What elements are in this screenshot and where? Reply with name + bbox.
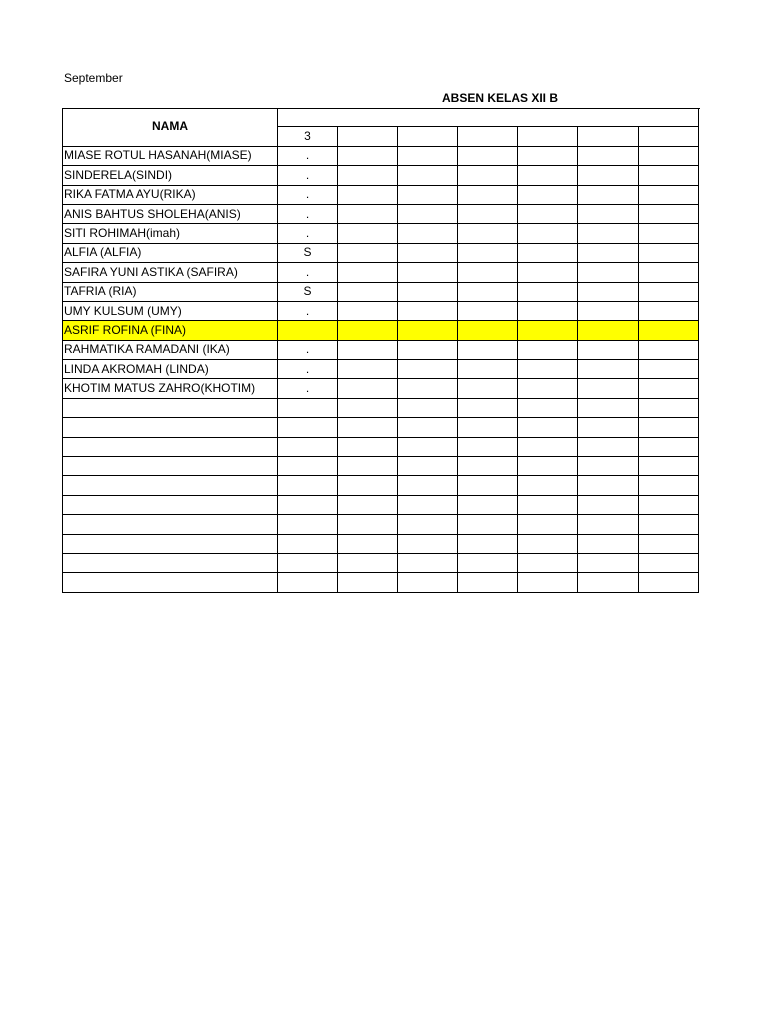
attendance-mark-cell[interactable]: [398, 398, 458, 417]
attendance-mark-cell[interactable]: [578, 340, 639, 359]
attendance-mark-cell[interactable]: [578, 263, 639, 282]
attendance-mark-cell[interactable]: [458, 495, 518, 514]
attendance-mark-cell[interactable]: [398, 437, 458, 456]
attendance-mark-cell[interactable]: [578, 573, 639, 592]
attendance-mark-cell[interactable]: [278, 437, 338, 456]
attendance-mark-cell[interactable]: [639, 166, 699, 185]
attendance-mark-cell[interactable]: [639, 204, 699, 223]
attendance-mark-cell[interactable]: [578, 166, 639, 185]
attendance-mark-cell[interactable]: [518, 457, 578, 476]
attendance-mark-cell[interactable]: [639, 437, 699, 456]
header-spacer-row: [63, 108, 699, 127]
student-row: [63, 321, 699, 340]
attendance-mark-cell[interactable]: [639, 224, 699, 243]
attendance-mark-cell[interactable]: .: [278, 360, 338, 379]
month-label: September: [64, 71, 123, 85]
student-name-cell[interactable]: [63, 573, 278, 592]
student-row: [63, 379, 699, 398]
student-row: [63, 553, 699, 572]
attendance-mark-cell[interactable]: [578, 379, 639, 398]
student-name-cell[interactable]: KHOTIM MATUS ZAHRO(KHOTIM): [63, 379, 278, 398]
attendance-mark-cell[interactable]: [398, 340, 458, 359]
student-row: [63, 457, 699, 476]
attendance-mark-cell[interactable]: [398, 553, 458, 572]
attendance-mark-cell[interactable]: [578, 224, 639, 243]
attendance-mark-cell[interactable]: [338, 379, 398, 398]
day-header-cell[interactable]: [578, 127, 639, 146]
attendance-mark-cell[interactable]: .: [278, 301, 338, 320]
attendance-mark-cell[interactable]: [518, 340, 578, 359]
attendance-mark-cell[interactable]: [578, 418, 639, 437]
attendance-mark-cell[interactable]: [398, 534, 458, 553]
attendance-mark-cell[interactable]: [458, 515, 518, 534]
attendance-mark-cell[interactable]: [338, 515, 398, 534]
attendance-mark-cell[interactable]: [578, 204, 639, 223]
attendance-mark-cell[interactable]: [338, 146, 398, 165]
attendance-mark-cell[interactable]: S: [278, 243, 338, 262]
student-name-cell[interactable]: RAHMATIKA RAMADANI (IKA): [63, 340, 278, 359]
attendance-mark-cell[interactable]: [338, 301, 398, 320]
day-header-cell[interactable]: [639, 127, 699, 146]
student-name-cell[interactable]: TAFRIA (RIA): [63, 282, 278, 301]
attendance-mark-cell[interactable]: [639, 515, 699, 534]
attendance-mark-cell[interactable]: [458, 457, 518, 476]
student-row: [63, 146, 699, 165]
attendance-mark-cell[interactable]: [458, 301, 518, 320]
attendance-mark-cell[interactable]: [338, 263, 398, 282]
student-name-cell[interactable]: LINDA AKROMAH (LINDA): [63, 360, 278, 379]
attendance-mark-cell[interactable]: [338, 224, 398, 243]
attendance-mark-cell[interactable]: [398, 185, 458, 204]
attendance-mark-cell[interactable]: [398, 476, 458, 495]
attendance-mark-cell[interactable]: [578, 243, 639, 262]
attendance-mark-cell[interactable]: .: [278, 379, 338, 398]
student-row: [63, 166, 699, 185]
attendance-mark-cell[interactable]: [518, 495, 578, 514]
student-name-cell[interactable]: SINDERELA(SINDI): [63, 166, 278, 185]
attendance-mark-cell[interactable]: [639, 398, 699, 417]
attendance-mark-cell[interactable]: [458, 321, 518, 340]
student-row: [63, 282, 699, 301]
student-row: [63, 418, 699, 437]
attendance-mark-cell[interactable]: [338, 457, 398, 476]
attendance-mark-cell[interactable]: [578, 360, 639, 379]
attendance-mark-cell[interactable]: [398, 263, 458, 282]
attendance-mark-cell[interactable]: [398, 321, 458, 340]
attendance-mark-cell[interactable]: [458, 282, 518, 301]
attendance-mark-cell[interactable]: [518, 534, 578, 553]
student-row: [63, 360, 699, 379]
attendance-mark-cell[interactable]: [458, 340, 518, 359]
attendance-mark-cell[interactable]: [639, 185, 699, 204]
student-name-cell[interactable]: [63, 437, 278, 456]
attendance-mark-cell[interactable]: [338, 282, 398, 301]
attendance-mark-cell[interactable]: [278, 495, 338, 514]
student-name-cell[interactable]: MIASE ROTUL HASANAH(MIASE): [63, 146, 278, 165]
attendance-mark-cell[interactable]: [278, 515, 338, 534]
attendance-mark-cell[interactable]: [278, 534, 338, 553]
attendance-mark-cell[interactable]: [458, 185, 518, 204]
attendance-table: [62, 108, 699, 593]
attendance-mark-cell[interactable]: [278, 457, 338, 476]
student-name-cell[interactable]: ANIS BAHTUS SHOLEHA(ANIS): [63, 204, 278, 223]
attendance-mark-cell[interactable]: [338, 495, 398, 514]
attendance-mark-cell[interactable]: [518, 146, 578, 165]
attendance-mark-cell[interactable]: [338, 321, 398, 340]
student-name-cell[interactable]: [63, 418, 278, 437]
attendance-mark-cell[interactable]: [458, 553, 518, 572]
student-name-cell[interactable]: ASRIF ROFINA (FINA): [63, 321, 278, 340]
attendance-mark-cell[interactable]: [639, 553, 699, 572]
attendance-mark-cell[interactable]: [518, 243, 578, 262]
student-row: [63, 495, 699, 514]
student-name-cell[interactable]: SITI ROHIMAH(imah): [63, 224, 278, 243]
attendance-mark-cell[interactable]: [639, 340, 699, 359]
attendance-mark-cell[interactable]: [578, 301, 639, 320]
attendance-mark-cell[interactable]: [398, 418, 458, 437]
attendance-mark-cell[interactable]: [578, 495, 639, 514]
attendance-mark-cell[interactable]: [578, 534, 639, 553]
attendance-mark-cell[interactable]: [639, 282, 699, 301]
attendance-mark-cell[interactable]: [518, 301, 578, 320]
attendance-mark-cell[interactable]: [518, 437, 578, 456]
attendance-mark-cell[interactable]: [338, 243, 398, 262]
attendance-mark-cell[interactable]: .: [278, 146, 338, 165]
attendance-mark-cell[interactable]: [578, 476, 639, 495]
attendance-mark-cell[interactable]: [398, 204, 458, 223]
student-row: [63, 301, 699, 320]
student-name-cell[interactable]: [63, 534, 278, 553]
attendance-rows: [63, 146, 699, 592]
attendance-mark-cell[interactable]: [578, 321, 639, 340]
attendance-mark-cell[interactable]: [338, 398, 398, 417]
attendance-mark-cell[interactable]: [398, 379, 458, 398]
attendance-mark-cell[interactable]: [639, 418, 699, 437]
attendance-mark-cell[interactable]: [458, 437, 518, 456]
day-header-cell[interactable]: [518, 127, 578, 146]
days-header-spacer: [278, 108, 699, 127]
attendance-mark-cell[interactable]: [278, 573, 338, 592]
attendance-mark-cell[interactable]: .: [278, 185, 338, 204]
attendance-mark-cell[interactable]: [518, 224, 578, 243]
attendance-mark-cell[interactable]: [639, 379, 699, 398]
attendance-mark-cell[interactable]: [398, 146, 458, 165]
attendance-mark-cell[interactable]: [639, 301, 699, 320]
attendance-mark-cell[interactable]: [578, 457, 639, 476]
attendance-mark-cell[interactable]: [518, 398, 578, 417]
attendance-mark-cell[interactable]: [639, 263, 699, 282]
attendance-mark-cell[interactable]: [398, 495, 458, 514]
attendance-mark-cell[interactable]: [518, 515, 578, 534]
student-name-cell[interactable]: [63, 476, 278, 495]
attendance-mark-cell[interactable]: [639, 495, 699, 514]
attendance-mark-cell[interactable]: [639, 243, 699, 262]
attendance-mark-cell[interactable]: [639, 321, 699, 340]
student-row: [63, 515, 699, 534]
student-row: [63, 534, 699, 553]
attendance-mark-cell[interactable]: [578, 185, 639, 204]
attendance-mark-cell[interactable]: [578, 282, 639, 301]
attendance-mark-cell[interactable]: [639, 457, 699, 476]
attendance-mark-cell[interactable]: [578, 515, 639, 534]
attendance-mark-cell[interactable]: [338, 204, 398, 223]
attendance-mark-cell[interactable]: S: [278, 282, 338, 301]
student-name-cell[interactable]: SAFIRA YUNI ASTIKA (SAFIRA): [63, 263, 278, 282]
attendance-mark-cell[interactable]: [518, 282, 578, 301]
attendance-mark-cell[interactable]: [578, 398, 639, 417]
student-name-cell[interactable]: UMY KULSUM (UMY): [63, 301, 278, 320]
attendance-mark-cell[interactable]: [518, 379, 578, 398]
attendance-mark-cell[interactable]: [458, 573, 518, 592]
attendance-mark-cell[interactable]: [338, 166, 398, 185]
student-name-cell[interactable]: [63, 515, 278, 534]
attendance-mark-cell[interactable]: [338, 340, 398, 359]
attendance-mark-cell[interactable]: [398, 457, 458, 476]
attendance-mark-cell[interactable]: [398, 243, 458, 262]
attendance-mark-cell[interactable]: [518, 321, 578, 340]
attendance-mark-cell[interactable]: [458, 243, 518, 262]
student-row: [63, 398, 699, 417]
attendance-mark-cell[interactable]: [518, 204, 578, 223]
student-row: [63, 476, 699, 495]
attendance-mark-cell[interactable]: [458, 379, 518, 398]
attendance-mark-cell[interactable]: [398, 301, 458, 320]
student-name-cell[interactable]: [63, 457, 278, 476]
attendance-mark-cell[interactable]: [639, 573, 699, 592]
sheet-title: ABSEN KELAS XII B: [441, 91, 558, 105]
attendance-mark-cell[interactable]: [458, 224, 518, 243]
attendance-mark-cell[interactable]: [338, 553, 398, 572]
attendance-mark-cell[interactable]: [518, 185, 578, 204]
attendance-mark-cell[interactable]: [458, 146, 518, 165]
attendance-mark-cell[interactable]: [458, 263, 518, 282]
student-row: [63, 224, 699, 243]
student-name-cell[interactable]: [63, 398, 278, 417]
student-row: [63, 204, 699, 223]
attendance-mark-cell[interactable]: [458, 360, 518, 379]
attendance-mark-cell[interactable]: [398, 282, 458, 301]
attendance-mark-cell[interactable]: [278, 321, 338, 340]
attendance-mark-cell[interactable]: .: [278, 224, 338, 243]
attendance-mark-cell[interactable]: [458, 398, 518, 417]
attendance-mark-cell[interactable]: [338, 573, 398, 592]
student-row: [63, 573, 699, 592]
student-row: [63, 437, 699, 456]
student-row: [63, 243, 699, 262]
attendance-mark-cell[interactable]: [278, 553, 338, 572]
attendance-mark-cell[interactable]: [518, 553, 578, 572]
attendance-mark-cell[interactable]: [518, 360, 578, 379]
day-header-cell[interactable]: 3: [278, 127, 338, 146]
student-name-cell[interactable]: RIKA FATMA AYU(RIKA): [63, 185, 278, 204]
attendance-mark-cell[interactable]: [398, 515, 458, 534]
student-row: [63, 263, 699, 282]
attendance-mark-cell[interactable]: [398, 166, 458, 185]
attendance-mark-cell[interactable]: .: [278, 340, 338, 359]
attendance-mark-cell[interactable]: [338, 418, 398, 437]
attendance-mark-cell[interactable]: [518, 573, 578, 592]
attendance-mark-cell[interactable]: [458, 534, 518, 553]
attendance-mark-cell[interactable]: [578, 146, 639, 165]
attendance-mark-cell[interactable]: [338, 476, 398, 495]
attendance-mark-cell[interactable]: [458, 204, 518, 223]
attendance-mark-cell[interactable]: [578, 437, 639, 456]
attendance-mark-cell[interactable]: [338, 437, 398, 456]
student-name-cell[interactable]: [63, 553, 278, 572]
student-name-cell[interactable]: ALFIA (ALFIA): [63, 243, 278, 262]
attendance-mark-cell[interactable]: [639, 146, 699, 165]
attendance-mark-cell[interactable]: [398, 224, 458, 243]
attendance-mark-cell[interactable]: .: [278, 263, 338, 282]
attendance-mark-cell[interactable]: .: [278, 166, 338, 185]
day-header-cell[interactable]: [338, 127, 398, 146]
attendance-mark-cell[interactable]: [458, 418, 518, 437]
attendance-mark-cell[interactable]: [639, 360, 699, 379]
attendance-mark-cell[interactable]: [278, 418, 338, 437]
day-header-cell[interactable]: [398, 127, 458, 146]
attendance-mark-cell[interactable]: .: [278, 204, 338, 223]
attendance-mark-cell[interactable]: [518, 418, 578, 437]
day-header-cell[interactable]: [458, 127, 518, 146]
attendance-mark-cell[interactable]: [338, 534, 398, 553]
attendance-mark-cell[interactable]: [458, 476, 518, 495]
attendance-mark-cell[interactable]: [278, 476, 338, 495]
student-name-cell[interactable]: [63, 495, 278, 514]
attendance-mark-cell[interactable]: [518, 263, 578, 282]
attendance-mark-cell[interactable]: [518, 166, 578, 185]
attendance-mark-cell[interactable]: [639, 476, 699, 495]
attendance-mark-cell[interactable]: [398, 360, 458, 379]
name-column-header: NAMA: [63, 108, 278, 146]
attendance-mark-cell[interactable]: [578, 553, 639, 572]
attendance-mark-cell[interactable]: [338, 360, 398, 379]
attendance-mark-cell[interactable]: [639, 534, 699, 553]
attendance-mark-cell[interactable]: [518, 476, 578, 495]
student-row: [63, 185, 699, 204]
attendance-mark-cell[interactable]: [458, 166, 518, 185]
attendance-mark-cell[interactable]: [338, 185, 398, 204]
student-row: [63, 340, 699, 359]
attendance-mark-cell[interactable]: [278, 398, 338, 417]
attendance-mark-cell[interactable]: [398, 573, 458, 592]
